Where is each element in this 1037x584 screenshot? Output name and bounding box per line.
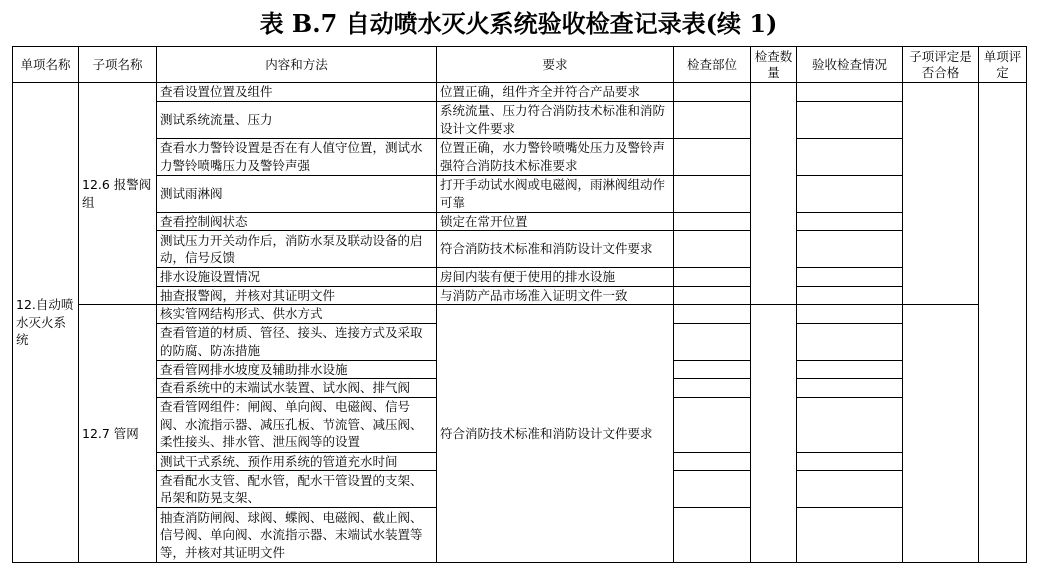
requirement-cell: 系统流量、压力符合消防技术标准和消防设计文件要求 [437, 101, 674, 138]
status-cell [797, 212, 903, 231]
header-major-item: 单项名称 [13, 47, 79, 83]
major-item-name: 12.自动喷水灭火系统 [13, 83, 79, 563]
header-sub-eval: 子项评定是否合格 [903, 47, 979, 83]
requirement-cell: 符合消防技术标准和消防设计文件要求 [437, 231, 674, 268]
method-cell: 查看配水支管、配水管，配水干管设置的支架、吊架和防晃支架、 [157, 471, 437, 508]
method-cell: 查看控制阀状态 [157, 212, 437, 231]
location-cell [674, 360, 751, 379]
method-cell: 测试系统流量、压力 [157, 101, 437, 138]
status-cell [797, 268, 903, 287]
table-row [13, 286, 1027, 305]
requirement-cell: 与消防产品市场准入证明文件一致 [437, 286, 674, 305]
location-cell [674, 397, 751, 452]
method-cell: 抽查报警阀，并核对其证明文件 [157, 286, 437, 305]
table-row [13, 231, 1027, 268]
table-row [13, 101, 1027, 138]
requirement-cell: 符合消防技术标准和消防设计文件要求 [437, 305, 674, 563]
header-requirement: 要求 [437, 47, 674, 83]
requirement-cell: 位置正确，组件齐全并符合产品要求 [437, 83, 674, 102]
location-cell [674, 305, 751, 324]
method-cell: 核实管网结构形式、供水方式 [157, 305, 437, 324]
table-body [13, 83, 1027, 563]
location-cell [674, 452, 751, 471]
header-sub-item: 子项名称 [79, 47, 157, 83]
sub-eval-cell [903, 83, 979, 305]
header-quantity: 检查数量 [751, 47, 797, 83]
location-cell [674, 379, 751, 398]
location-cell [674, 471, 751, 508]
status-cell [797, 305, 903, 324]
table-row [13, 138, 1027, 175]
requirement-cell: 房间内装有便于使用的排水设施 [437, 268, 674, 287]
method-cell: 查看管网组件：闸阀、单向阀、电磁阀、信号阀、水流指示器、减压孔板、节流管、减压阀、柔性接头、排水管、泄压阀等的设置 [157, 397, 437, 452]
location-cell [674, 231, 751, 268]
header-method: 内容和方法 [157, 47, 437, 83]
sub-item-name: 12.6 报警阀组 [79, 83, 157, 305]
table-row [13, 305, 1027, 324]
status-cell [797, 101, 903, 138]
status-cell [797, 360, 903, 379]
header-location: 检查部位 [674, 47, 751, 83]
location-cell [674, 83, 751, 102]
method-cell: 查看管网排水坡度及辅助排水设施 [157, 360, 437, 379]
status-cell [797, 471, 903, 508]
header-major-eval: 单项评定 [979, 47, 1027, 83]
table-row [13, 83, 1027, 102]
sub-item-name: 12.7 管网 [79, 305, 157, 563]
status-cell [797, 286, 903, 305]
method-cell: 测试干式系统、预作用系统的管道充水时间 [157, 452, 437, 471]
acceptance-record-table [12, 46, 1027, 563]
page-title: 表 B.7 自动喷水灭火系统验收检查记录表(续 1) [259, 9, 778, 38]
location-cell [674, 138, 751, 175]
status-cell [797, 138, 903, 175]
status-cell [797, 379, 903, 398]
quantity-cell [751, 83, 797, 305]
table-row [13, 212, 1027, 231]
requirement-cell: 锁定在常开位置 [437, 212, 674, 231]
status-cell [797, 175, 903, 212]
header-status: 验收检查情况 [797, 47, 903, 83]
requirement-cell: 位置正确，水力警铃喷嘴处压力及警铃声强符合消防技术标准要求 [437, 138, 674, 175]
location-cell [674, 286, 751, 305]
status-cell [797, 452, 903, 471]
method-cell: 查看系统中的末端试水装置、试水阀、排气阀 [157, 379, 437, 398]
status-cell [797, 231, 903, 268]
major-eval-cell [979, 83, 1027, 563]
method-cell: 排水设施设置情况 [157, 268, 437, 287]
requirement-cell: 打开手动试水阀或电磁阀，雨淋阀组动作可靠 [437, 175, 674, 212]
sub-eval-cell [903, 305, 979, 563]
status-cell [797, 83, 903, 102]
method-cell: 抽查消防闸阀、球阀、蝶阀、电磁阀、截止阀、信号阀、单向阀、水流指示器、末端试水装置等等，并核对其证明文件 [157, 508, 437, 563]
quantity-cell [751, 305, 797, 563]
location-cell [674, 508, 751, 563]
table-row [13, 268, 1027, 287]
location-cell [674, 101, 751, 138]
method-cell: 测试雨淋阀 [157, 175, 437, 212]
status-cell [797, 323, 903, 360]
method-cell: 查看设置位置及组件 [157, 83, 437, 102]
location-cell [674, 212, 751, 231]
status-cell [797, 508, 903, 563]
method-cell: 查看水力警铃设置是否在有人值守位置，测试水力警铃喷嘴压力及警铃声强 [157, 138, 437, 175]
table-row [13, 175, 1027, 212]
location-cell [674, 323, 751, 360]
header-row [13, 47, 1027, 83]
status-cell [797, 397, 903, 452]
method-cell: 测试压力开关动作后，消防水泵及联动设备的启动，信号反馈 [157, 231, 437, 268]
method-cell: 查看管道的材质、管径、接头、连接方式及采取的防腐、防冻措施 [157, 323, 437, 360]
location-cell [674, 175, 751, 212]
location-cell [674, 268, 751, 287]
